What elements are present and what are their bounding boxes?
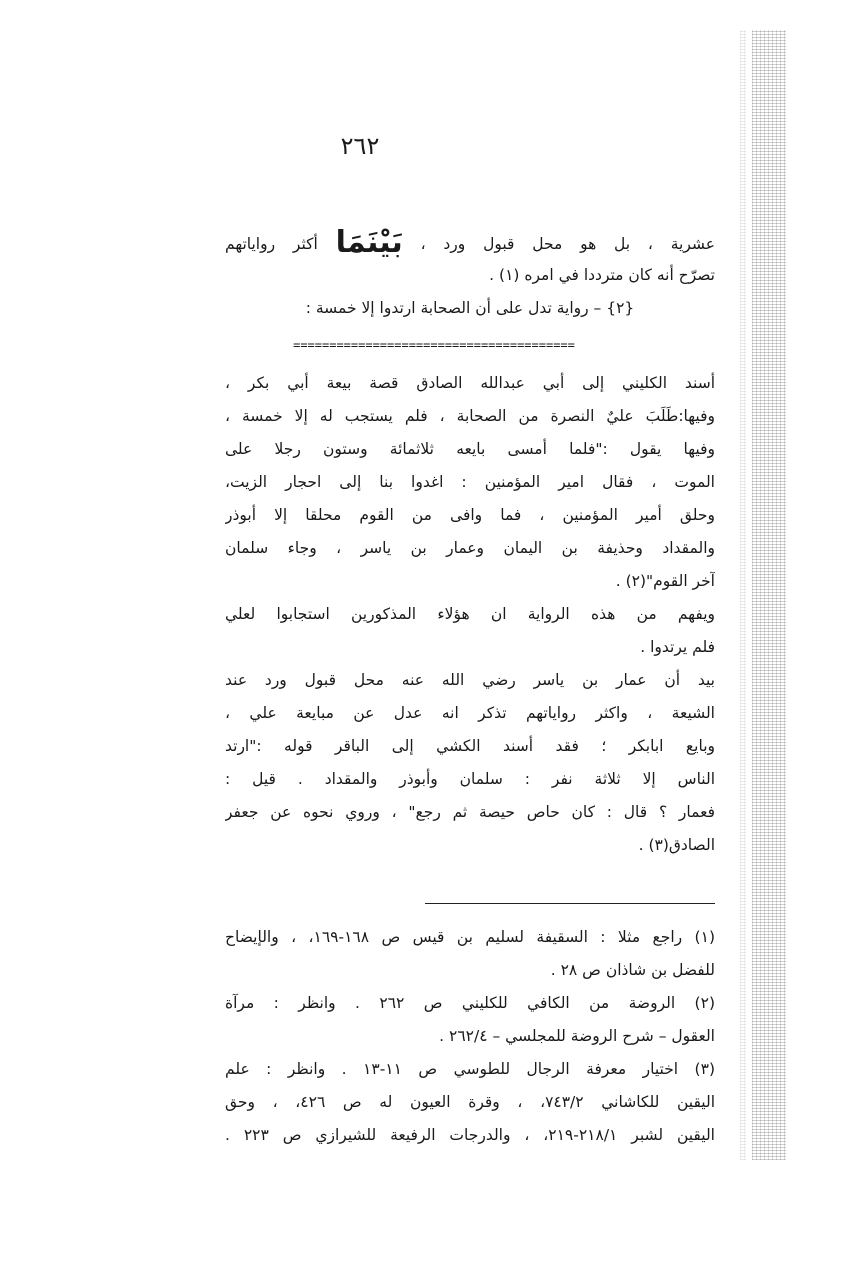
footnote-line: للفضل بن شاذان ص ٢٨ . bbox=[550, 961, 715, 979]
footnote-separator bbox=[425, 903, 715, 904]
body-line: فلم يرتدوا . bbox=[640, 638, 715, 656]
intro-block bbox=[225, 226, 715, 325]
footnote-line: (٣) اختيار معرفة الرجال للطوسي ص ١١-١٣ . وانظر : علم bbox=[225, 1060, 715, 1078]
footnote-line: العقول – شرح الروضة للمجلسي – ٢٦٢/٤ . bbox=[439, 1027, 715, 1045]
emphasized-word: بَيْنَمَا bbox=[335, 226, 403, 259]
body-line: وحلق أمير المؤمنين ، فما وافى من القوم محلقا إلا أبوذر bbox=[225, 506, 715, 524]
separator-line: ======================================= bbox=[293, 338, 575, 352]
body-line: الناس إلا ثلاثة نفر : سلمان وأبوذر والمقداد . قيل : bbox=[225, 770, 715, 788]
intro-line-1 bbox=[225, 226, 715, 259]
body-line: وفيها يقول :"فلما أمسى بايعه ثلاثمائة وستون رجلا على bbox=[225, 440, 715, 458]
scan-binding-edge bbox=[752, 30, 786, 1160]
body-line: الشيعة ، واكثر رواياتهم تذكر انه عدل عن مبايعة علي ، bbox=[225, 704, 715, 722]
footnote-line: (٢) الروضة من الكافي للكليني ص ٢٦٢ . وانظر : مرآة bbox=[225, 994, 715, 1012]
body-line: الصادق(٣) . bbox=[638, 836, 715, 854]
intro-line-1-end: أكثر رواياتهم bbox=[225, 235, 318, 253]
body-line: وبايع ابابكر ؛ فقد أسند الكشي إلى الباقر قوله :"ارتد bbox=[225, 737, 715, 755]
intro-line-2: تصرّح أنه كان مترددا في امره (١) . bbox=[489, 266, 715, 284]
body-line: والمقداد وحذيفة بن اليمان وعمار بن ياسر ، وجاء سلمان bbox=[225, 539, 715, 557]
footnote-line: (١) راجع مثلا : السقيفة لسليم بن قيس ص ١٦٨-١٦٩، ، والإيضاح bbox=[225, 928, 715, 946]
body-line: ويفهم من هذه الرواية ان هؤلاء المذكورين استجابوا لعلي bbox=[225, 605, 715, 623]
footnote-line: اليقين لشبر ٢١٨/١-٢١٩، ، والدرجات الرفيعة للشيرازي ص ٢٢٣ . bbox=[225, 1126, 715, 1144]
body-line: وفيها:طَلَبَ عليٌ النصرة من الصحابة ، فلم يستجب له إلا خمسة ، bbox=[225, 407, 715, 425]
body-line: آخر القوم"(٢) . bbox=[615, 572, 715, 590]
footnote-line: اليقين للكاشاني ٧٤٣/٢، ، وقرة العيون له ص ٤٢٦، ، وحق bbox=[225, 1093, 715, 1111]
footnotes bbox=[225, 921, 715, 1152]
intro-line-1-start: عشرية ، بل هو محل قبول ورد ، bbox=[420, 235, 715, 253]
body-line: الموت ، فقال امير المؤمنين : اغدوا بنا إلى احجار الزيت، bbox=[225, 473, 715, 491]
page-number: ٢٦٢ bbox=[340, 132, 380, 160]
body-text bbox=[225, 367, 715, 862]
body-line: أسند الكليني إلى أبي عبدالله الصادق قصة بيعة أبي بكر ، bbox=[225, 374, 715, 392]
body-line: فعمار ؟ قال : كان حاص حيصة ثم رجع" ، وروي نحوه عن جعفر bbox=[225, 803, 715, 821]
section-heading: {٢} – رواية تدل على أن الصحابة ارتدوا إلا خمسة : bbox=[305, 299, 635, 317]
body-line: بيد أن عمار بن ياسر رضي الله عنه محل قبول ورد عند bbox=[225, 671, 715, 689]
scan-binding-shadow bbox=[740, 30, 746, 1160]
